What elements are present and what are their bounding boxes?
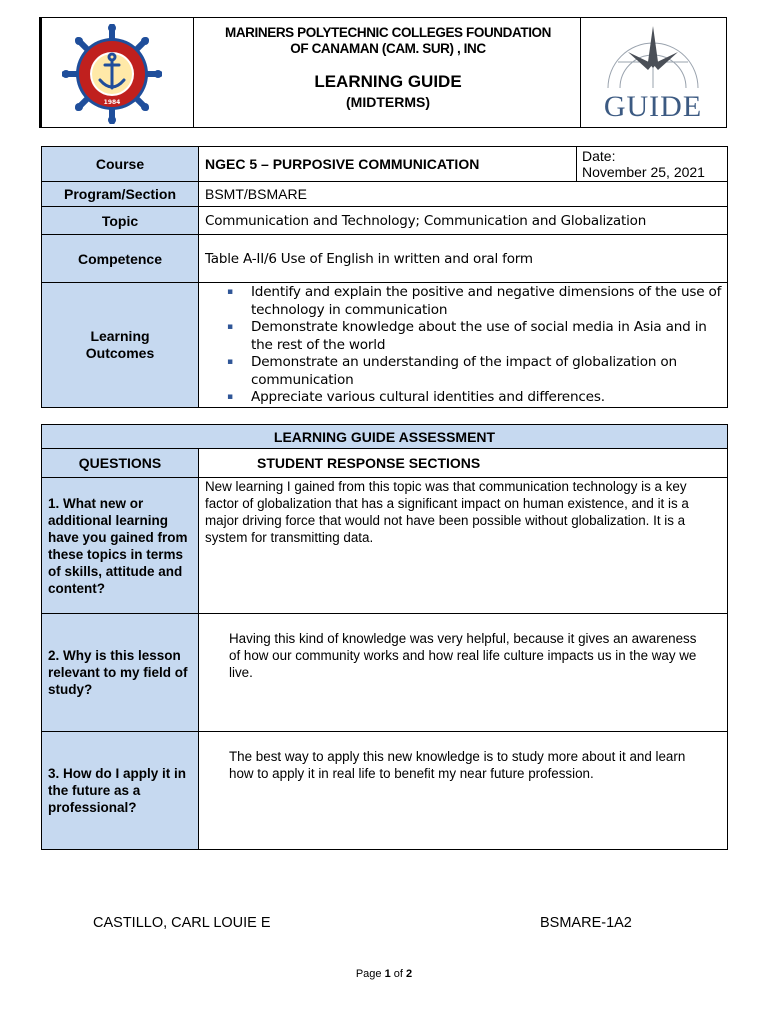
responses-header: STUDENT RESPONSE SECTIONS	[199, 449, 728, 478]
program-row	[42, 182, 728, 207]
topic-row	[42, 207, 728, 235]
date-cell	[577, 147, 728, 182]
outcome-item: ▪ Identify and explain the positive and negative dimensions of the use of technology in communication	[199, 284, 723, 319]
date-label: Date:	[582, 148, 616, 164]
course-row	[42, 147, 728, 182]
course-value: NGEC 5 – PURPOSIVE COMMUNICATION	[199, 147, 577, 182]
assessment-row	[42, 478, 728, 614]
competence-row	[42, 235, 728, 283]
institution-name	[195, 25, 581, 57]
guide-compass-logo	[588, 22, 718, 122]
question-1: 1. What new or additional learning have you gained from these topics in terms of skills, attitude and content?	[42, 478, 199, 614]
outcomes-list	[199, 284, 727, 407]
competence-label: Competence	[42, 235, 199, 283]
question-2: 2. Why is this lesson relevant to my field of study?	[42, 614, 199, 732]
page-number: Page 1 of 2	[355, 968, 413, 980]
course-label: Course	[42, 147, 199, 182]
guide-subtitle: (MIDTERMS)	[346, 94, 430, 110]
response-3: The best way to apply this new knowledge is to study more about it and learn how to apply it in real life to benefit my near future profession.	[199, 732, 728, 850]
header-divider-left	[193, 18, 194, 127]
program-label: Program/Section	[42, 182, 199, 207]
response-2: Having this kind of knowledge was very helpful, because it gives an awareness of how our community works and how real life culture impacts us in the way we live.	[199, 614, 728, 732]
assessment-title: LEARNING GUIDE ASSESSMENT	[42, 425, 728, 449]
course-info-table	[41, 146, 728, 408]
outcomes-label: Learning Outcomes	[42, 283, 199, 408]
program-value: BSMT/BSMARE	[199, 182, 728, 207]
date-value: November 25, 2021	[582, 164, 705, 180]
student-section: BSMARE-1A2	[540, 915, 632, 931]
question-3: 3. How do I apply it in the future as a professional?	[42, 732, 199, 850]
outcome-item: ▪ Appreciate various cultural identities and differences.	[199, 389, 723, 407]
guide-logo-text: GUIDE	[603, 90, 703, 122]
student-name: CASTILLO, CARL LOUIE E	[93, 915, 271, 931]
outcomes-list-cell	[199, 283, 728, 408]
guide-title: LEARNING GUIDE	[314, 72, 462, 91]
institution-line-2: OF CANAMAN (CAM. SUR) , INC	[290, 41, 486, 56]
assessment-row	[42, 732, 728, 850]
assessment-title-row	[42, 425, 728, 449]
document-header	[39, 17, 727, 128]
topic-label: Topic	[42, 207, 199, 235]
competence-value: Table A-II/6 Use of English in written and oral form	[199, 235, 728, 283]
outcomes-row	[42, 283, 728, 408]
svg-text:1984: 1984	[103, 99, 121, 106]
school-seal-logo	[62, 24, 162, 124]
response-1: New learning I gained from this topic was that communication technology is a key factor of globalization that has a significant impact on human existence, and it is a major driving force that would not have been possible without globalization. It is a system for transmitting data.	[199, 478, 728, 614]
questions-header: QUESTIONS	[42, 449, 199, 478]
outcome-item: ▪ Demonstrate knowledge about the use of social media in Asia and in the rest of the world	[199, 319, 723, 354]
assessment-header-row	[42, 449, 728, 478]
topic-value: Communication and Technology; Communication and Globalization	[199, 207, 728, 235]
institution-line-1: MARINERS POLYTECHNIC COLLEGES FOUNDATION	[224, 25, 551, 40]
assessment-table	[41, 424, 728, 850]
outcome-item: ▪ Demonstrate an understanding of the impact of globalization on communication	[199, 354, 723, 389]
assessment-row	[42, 614, 728, 732]
